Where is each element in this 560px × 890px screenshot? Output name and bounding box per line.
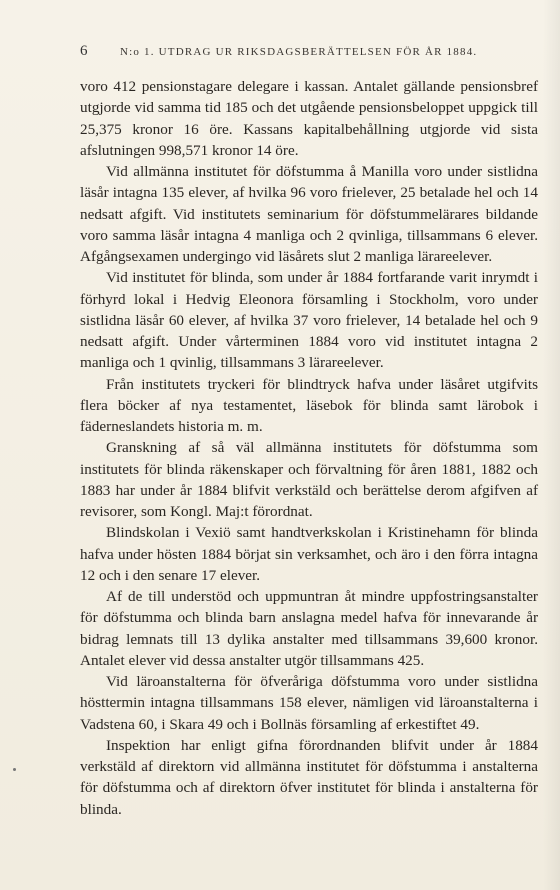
margin-mark xyxy=(13,768,16,771)
paragraph-deaf-institute: Vid allmänna institutet för döfstumma å Manilla voro under sistlidna läsår intagna 135 elever, af hvilka 96 voro frielever, 25 betalade hel och 14 nedsatt afgift. Vid institutets seminarium för döfstummelärares bildande voro samma läsår intagna 4 manliga och 2 qvinliga, tillsammans 6 elever. Afgångsexamen undergingo vid läsårets slut 2 manliga lärareelever. xyxy=(80,163,538,265)
page-number: 6 xyxy=(80,43,88,59)
paragraph-blind-schools: Blindskolan i Vexiö samt handtverkskolan i Kristinehamn för blinda hafva under hösten 1884 börjat sin verksamhet, och äro i den förra intagna 12 och i den senare 17 elever. xyxy=(80,524,538,584)
page-header xyxy=(80,43,540,63)
page-edge-shadow xyxy=(543,0,560,890)
paragraph-audit: Granskning af så väl allmänna institutets för döfstumma som institutets för blinda räkenskaper och förvaltning för åren 1881, 1882 och 1883 har under år 1884 blifvit verkstäld och berättelse derom afgifven af revisorer, som Kongl. Maj:t förordnat. xyxy=(80,439,538,520)
paragraph-grants: Af de till understöd och uppmuntran åt mindre uppfostringsanstalter för döfstumma och blinda barn anslagna medel hafva för innevarande år bidrag lemnats till 13 dylika anstalter med tillsammans 39,600 kronor. Antalet elever vid dessa anstalter utgör tillsammans 425. xyxy=(80,588,538,669)
running-head: N:o 1. UTDRAG UR RIKSDAGSBERÄTTELSEN FÖR ÅR 1884. xyxy=(120,46,478,58)
paragraph-inspection: Inspektion har enligt gifna förordnanden blifvit under år 1884 verkstäld af direktorn vid allmänna institutet för döfstumma i anstalterna för döfstumma och af direktorn öfver institutet för blinda i anstalterna för blinda. xyxy=(80,736,538,818)
paragraph-pension-fund: voro 412 pensionstagare delegare i kassan. Antalet gällande pensionsbref utgjorde vid samma tid 185 och det utgående pensionsbeloppet uppgick till 25,375 kronor 16 öre. Kassans kapitalbehållning utgjorde vid sista afslutningen 998,571 kronor 14 öre. xyxy=(80,78,538,159)
paragraph-blind-institute: Vid institutet för blinda, som under år 1884 fortfarande varit inrymdt i förhyrd lokal i Hedvig Eleonora församling i Stockholm, voro under sistlidna läsår 60 elever, af hvilka 37 voro frielever, 14 betalade hel och 9 nedsatt afgift. Under vårterminen 1884 voro vid institutet intagna 2 manliga och 1 qvinlig, tillsammans 3 lärareelever. xyxy=(80,269,538,372)
paragraph-braille-press: Från institutets tryckeri för blindtryck hafva under läsåret utgifvits flera böcker af nya testamentet, läsebok för blinda samt lärobok i fäderneslandets historia m. m. xyxy=(80,375,538,435)
body-text xyxy=(80,76,538,820)
paragraph-older-deaf: Vid läroanstalterna för öfveråriga döfstumma voro under sistlidna hösttermin intagna tillsammans 158 elever, nämligen vid läroanstalterna i Vadstena 60, i Skara 49 och i Bollnäs församling af erkestiftet 49. xyxy=(80,673,538,733)
